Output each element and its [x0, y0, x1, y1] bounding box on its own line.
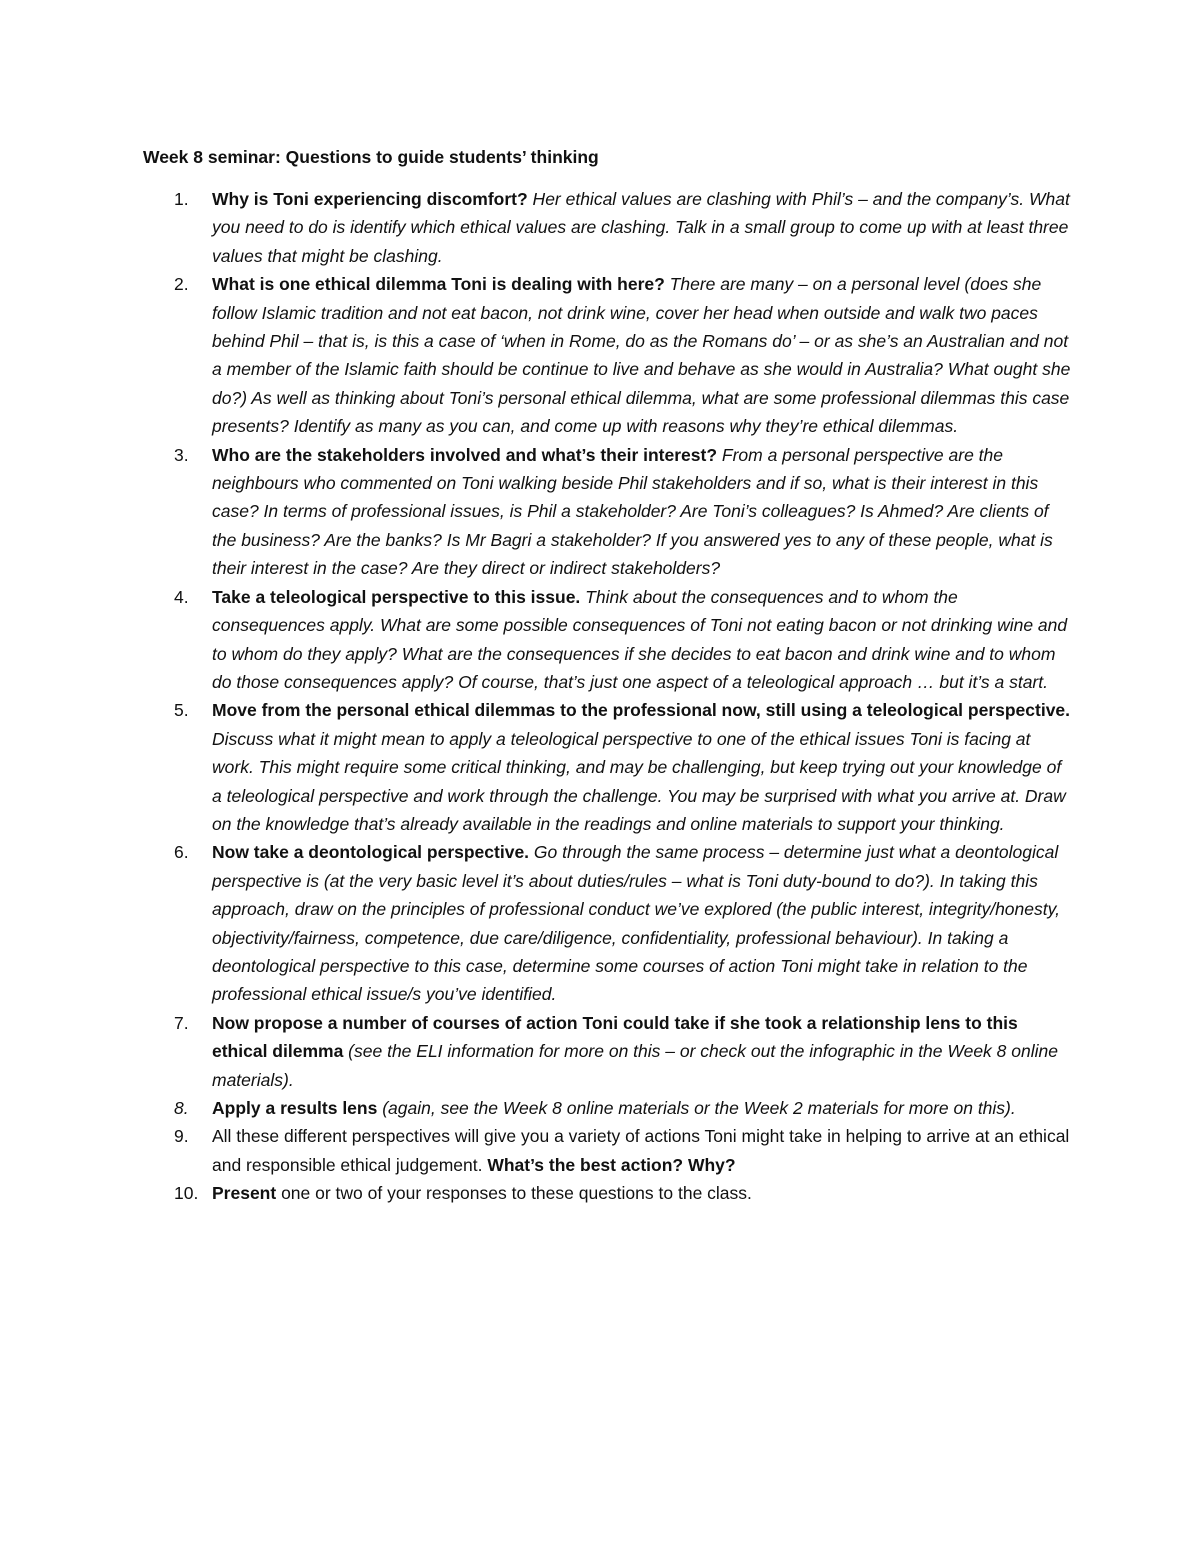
question-prompt: Now take a deontological perspective.	[212, 842, 530, 863]
question-number: 4.	[174, 586, 189, 607]
question-guidance: From a personal perspective are the neighbours who commented on Toni walking beside Phil stakeholders and if so, what is their interest in this case? In terms of professional issues, is Phil a stakeholder? Are Toni’s colleagues? Is Ahmed? Are clients of the business? Are the banks? Is Mr Bagri a stakeholder? If you answered yes to any of these people, what is their interest in the case? Are they direct or indirect stakeholders?	[212, 444, 1053, 579]
question-number: 10.	[174, 1183, 199, 1204]
question-prompt: Who are the stakeholders involved and what’s their interest?	[212, 444, 718, 465]
question-number: 3.	[174, 444, 189, 465]
question-text: one or two of your responses to these questions to the class.	[276, 1183, 752, 1204]
document-title: Week 8 seminar: Questions to guide students’ thinking	[143, 147, 599, 167]
question-prompt: What’s the best action? Why?	[487, 1154, 736, 1175]
question-prompt: Move from the personal ethical dilemmas to the professional now, still using a teleological perspective.	[212, 700, 1071, 721]
question-item	[143, 185, 1073, 270]
question-item	[143, 838, 1073, 1008]
question-item	[143, 696, 1073, 838]
question-item	[143, 441, 1073, 583]
question-item	[143, 583, 1073, 697]
question-guidance: Think about the consequences and to whom the consequences apply. What are some possible consequences of Toni not eating bacon or not drinking wine and to whom do they apply? What are the consequences if she decides to eat bacon and drink wine and to whom do those consequences apply? Of course, that’s just one aspect of a teleological approach … but it’s a start.	[212, 586, 1068, 692]
question-number: 2.	[174, 274, 189, 295]
question-prompt: Why is Toni experiencing discomfort?	[212, 189, 528, 209]
question-guidance: There are many – on a personal level (does she follow Islamic tradition and not eat bacon, not drink wine, cover her head when outside and walk two paces behind Phil – that is, is this a case of ‘when in Rome, do as the Romans do’ – or as she’s an Australian and not a member of the Islamic faith should be continue to live and behave as she would in Australia? What ought she do?) As well as thinking about Toni’s personal ethical dilemma, what are some professional dilemmas this case presents? Identify as many as you can, and come up with reasons why they’re ethical dilemmas.	[212, 274, 1071, 437]
question-prompt: Take a teleological perspective to this issue.	[212, 586, 581, 607]
question-number: 9.	[174, 1126, 189, 1147]
question-number: 6.	[174, 842, 189, 863]
question-item	[143, 1122, 1073, 1179]
question-item	[143, 1009, 1073, 1094]
question-list	[143, 185, 1073, 1208]
question-number: 1.	[174, 189, 189, 209]
question-prompt: Now propose a number of courses of action Toni could take if she took a relationship lens to this ethical dilemma	[212, 1012, 1018, 1062]
question-number: 8.	[174, 1098, 189, 1118]
question-prompt: Present	[212, 1183, 277, 1204]
question-item	[143, 270, 1073, 440]
question-guidance: Her ethical values are clashing with Phil’s – and the company’s. What you need to do is identify which ethical values are clashing. Talk in a small group to come up with at least three values that might be clashing.	[212, 189, 1070, 266]
question-prompt: What is one ethical dilemma Toni is dealing with here?	[212, 274, 665, 295]
question-item	[143, 1094, 1073, 1122]
question-item	[143, 1179, 1073, 1207]
question-number: 7.	[174, 1012, 189, 1033]
question-text: All these different perspectives will give you a variety of actions Toni might take in helping to arrive at an ethical and responsible ethical judgement.	[212, 1126, 1070, 1175]
question-guidance: Go through the same process – determine just what a deontological perspective is (at the very basic level it’s about duties/rules – what is Toni duty-bound to do?). In taking this approach, draw on the principles of professional conduct we’ve explored (the public interest, integrity/honesty, objectivity/fairness, competence, due care/diligence, confidentiality, professional behaviour). In taking a deontological perspective to this case, determine some courses of action Toni might take in relation to the professional ethical issue/s you’ve identified.	[212, 842, 1060, 1005]
question-prompt: Apply a results lens	[212, 1098, 378, 1118]
question-guidance: (again, see the Week 8 online materials or the Week 2 materials for more on this).	[377, 1098, 1016, 1118]
question-guidance: (see the ELI information for more on this – or check out the infographic in the Week 8 online materials).	[212, 1041, 1058, 1090]
question-guidance: Discuss what it might mean to apply a teleological perspective to one of the ethical issues Toni is facing at work. This might require some critical thinking, and may be challenging, but keep trying out your knowledge of a teleological perspective and work through the challenge. You may be surprised with what you arrive at. Draw on the knowledge that’s already available in the readings and online materials to support your thinking.	[212, 728, 1066, 834]
question-number: 5.	[174, 700, 189, 721]
